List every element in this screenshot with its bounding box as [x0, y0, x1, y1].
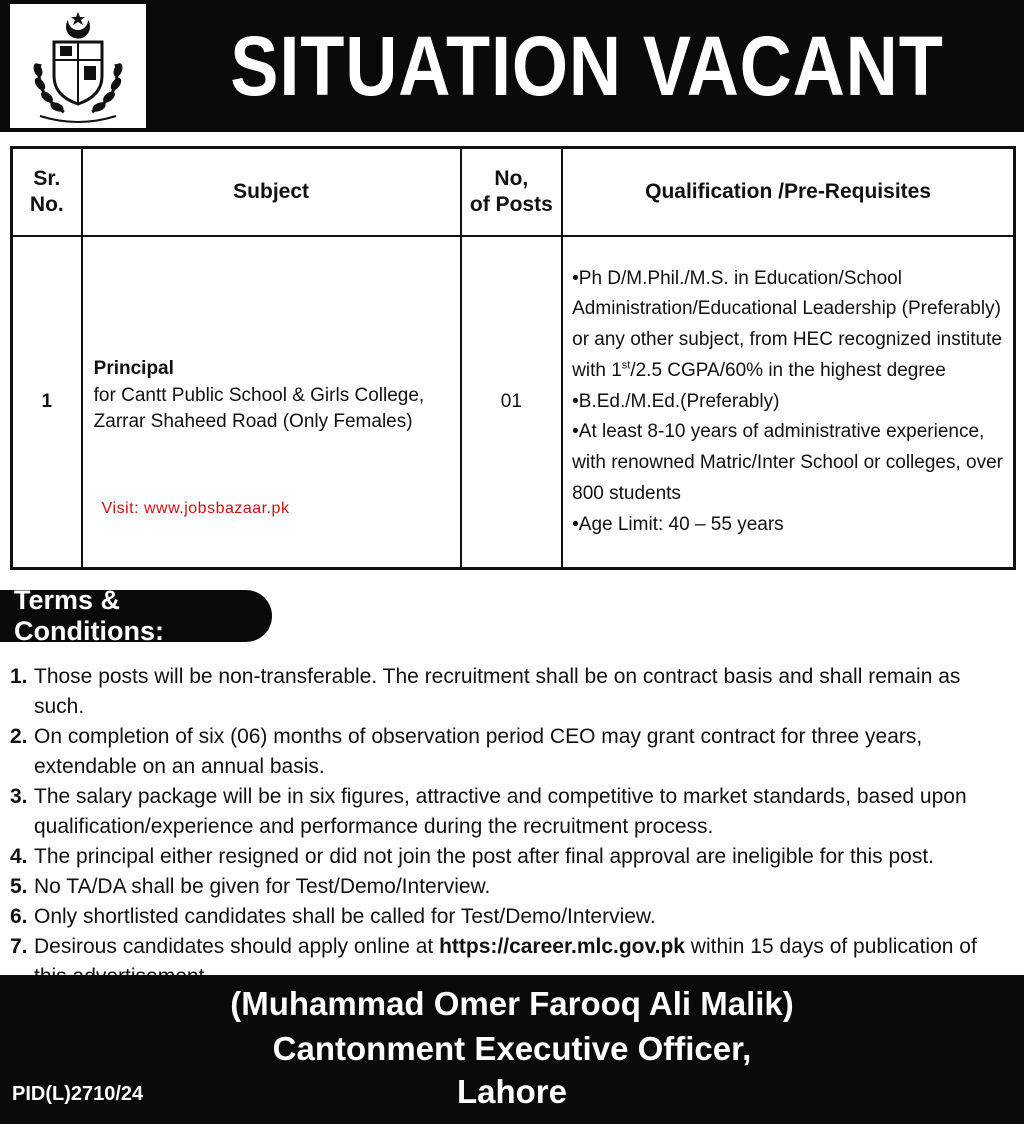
table-header-row — [12, 148, 1015, 237]
header-bar — [0, 0, 1024, 132]
term-text-before: Desirous candidates should apply online at — [34, 935, 440, 958]
subject-title: Principal — [93, 358, 174, 379]
term-text: The principal either resigned or did not join the post after final approval are ineligible for this post. — [34, 845, 935, 868]
row-sr-no: 1 — [12, 236, 82, 569]
term-text: The salary package will be in six figures, attractive and competitive to market standards, based upon qualification/experience and performance during the recruitment process. — [34, 785, 967, 838]
signatory-name: (Muhammad Omer Farooq Ali Malik) — [230, 985, 794, 1022]
list-item — [10, 902, 1014, 932]
row-qualification-cell — [562, 236, 1014, 569]
term-text: No TA/DA shall be given for Test/Demo/Interview. — [34, 875, 491, 898]
term-number: 4. — [10, 845, 28, 868]
term-number: 1. — [10, 665, 28, 688]
table-row — [12, 236, 1015, 569]
pid-code: PID(L)2710/24 — [12, 1083, 144, 1105]
header-no-of-posts: No, of Posts — [461, 148, 563, 237]
terms-heading: Terms & Conditions: — [0, 590, 272, 642]
qualification-item: • At least 8-10 years of administrative experience, with renowned Matric/Inter School or colleges, over 800 students — [572, 417, 1004, 509]
term-text-after: within 15 days of publication of — [690, 935, 977, 958]
term-text: Only shortlisted candidates shall be called for Test/Demo/Interview. — [34, 905, 656, 928]
career-portal-link[interactable]: https://career.mlc.gov.pk — [439, 935, 685, 958]
footer-bar — [0, 975, 1024, 1124]
watermark-text: Visit: www.jobsbazaar.pk — [101, 500, 290, 517]
term-text: On completion of six (06) months of observation period CEO may grant contract for three years, extendable on an annual basis. — [34, 725, 923, 778]
term-number: 2. — [10, 725, 28, 748]
qualification-item: • B.Ed./M.Ed.(Preferably) — [572, 387, 1004, 418]
term-number: 5. — [10, 875, 28, 898]
terms-list — [10, 662, 1014, 992]
list-item — [10, 662, 1014, 722]
term-number: 7. — [10, 935, 28, 958]
qualification-list — [564, 250, 1012, 555]
signatory-city: Lahore — [456, 1073, 568, 1110]
list-item — [10, 872, 1014, 902]
row-no-of-posts: 01 — [461, 236, 563, 569]
term-text: Those posts will be non-transferable. The recruitment shall be on contract basis and shall remain as such. — [34, 665, 961, 718]
qualification-item: • Age Limit: 40 – 55 years — [572, 510, 1004, 541]
list-item — [10, 722, 1014, 782]
government-emblem-icon — [10, 4, 146, 128]
signatory-designation: Cantonment Executive Officer, — [272, 1030, 752, 1067]
page-title: SITUATION VACANT — [230, 18, 944, 113]
list-item — [10, 782, 1014, 842]
qualification-item: • Ph D/M.Phil./M.S. in Education/School Administration/Educational Leadership (Preferably) or any other subject, from HEC recognized institute with 1st/2.5 CGPA/60% in the highest degree — [572, 264, 1004, 387]
subject-detail: for Cantt Public School & Girls College, Zarrar Shaheed Road (Only Females) — [93, 384, 425, 433]
header-sr-no: Sr. No. — [12, 148, 82, 237]
header-subject: Subject — [82, 148, 461, 237]
list-item — [10, 842, 1014, 872]
emblem-logo — [10, 4, 146, 128]
vacancy-table — [10, 146, 1016, 570]
term-number: 3. — [10, 785, 28, 808]
term-number: 6. — [10, 905, 28, 928]
row-subject-cell — [82, 236, 461, 569]
header-qualification: Qualification /Pre-Requisites — [562, 148, 1014, 237]
